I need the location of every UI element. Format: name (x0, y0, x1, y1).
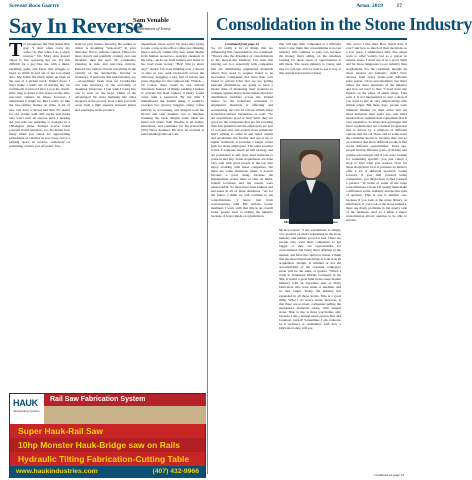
hauk-advertisement[interactable] (9, 393, 206, 478)
hauk-logo-text: HAUK (13, 398, 38, 408)
left-column-2 (75, 42, 136, 389)
author-name: Sam Venable (133, 17, 169, 24)
right-column-3-text: 'Oh, wow! I like that! How much does it cost?' and how so much of their decisions on a low price. I understand fully that shops want to offer variety, but as a player in natural stone, I don't see it as a good thing and far more dangerous to our industry than acquisitions. For the consumer, though, all those choices are fantastic, right? Now choices from every better-wide different price points, colors and durability, but that's where the more questions of the industry and how we react to that. "I don't have any figures on the pulse of small shops. That said, it is not inexpensive to start a shop if you want to just do very simple things with simple edges. But these days, people want different finishes on their stone that are more elaborate than years ago, and that's needed more sophisticated equipment that is very expensive. So shops that get bigger and more sophisticated are a natural progression that is driven by a plethora of different options that are out there, and in some ways the consumer knows it, because they can go on websites that show different products that create different opportunities. Years ago, people having different types of marble and granite was enough, and if you were looking for something specific, you just called a shop to find what you wanted. Now for those shops have a lot of pressure on them to offer a lot of different products. Going forward, if you find yourself being competitive, you might have to find yourself a partner. "In terms of some of the large consolidations, I hope I'm seeing them make a difference in the visibility and the life span of quarries. This is one is number one, because if you look at the stone history, as mentioned, if you look at the stone industry, there are many problems in the quarry side of the business. And so I think a major consolidation allows quarries to be able to survive. (346, 42, 407, 223)
right-column-3 (346, 42, 407, 472)
left-column-3-text: department. Oops, sorry! No more silly trying to take a stop at the office coffee pot, thinking there's nobody within fifty feet, when Mabel from human resources—wearing sneakers at the time—picks up from behind and barks in her loud nasal twang, "Hey! Did ja leave any?" Guard. I'm even thinking over a shovel or rake as you walk backwards across the driveway, dragging a tarp full of leaves and grass clippings for the compost bin. Whack— Of course, there could be one serious drawback. Instead of simply pushing a button to activate the head camera, it likely would come with a password. By the time I remembered the hateful thing, I would've wrecked two grocery buggies, slung coffee halfway to accounting, and mopped both the shovel and rake handles, not to mention breaking my back. Maybe some ideas are better left alone. Sam Venable is an author, entertainer, and columnist for the Knoxville (TN) News Sentinel. He may be reached at sam.venable@outlook.com. (141, 42, 204, 137)
left-article-title: Say In Reverse (9, 13, 143, 38)
ad-footer (10, 466, 205, 478)
ad-banner: Rail Saw Fabrication System (44, 394, 206, 406)
right-column-2-top (279, 42, 341, 137)
drop-cap: T (9, 39, 23, 61)
ad-phone: (407) 432-9966 (152, 468, 199, 475)
left-column-3 (141, 42, 204, 389)
page-number: 17 (396, 3, 402, 9)
hauk-logo-subtext: Stoneworking Systems (13, 410, 40, 413)
left-title-rule (9, 38, 204, 40)
right-column-1 (211, 42, 273, 472)
publication-name: Sᴜᴘᴘᴏʀᴛ Rᴏᴄᴋ Gᴀᴢᴇᴛᴛᴇ (9, 3, 60, 9)
right-column-2-text: that will take their companies to a different level. I also think that consolidation is not an industry will continue to play out, because the money that's sitting on the sidelines looking for those types of opportunities is still there. The stone industry is young and ripe for roll-ups, and we tend to see it stay at this current level and not faster. (279, 42, 341, 75)
column-divider (207, 12, 208, 474)
author-department: Department of Irony (133, 26, 171, 31)
ad-url-link[interactable]: www.haukindustries.com (16, 468, 98, 475)
right-article-title: Consolidation in the Stone Industry (216, 14, 472, 34)
page-header (0, 0, 413, 12)
left-column-1-text: O paraphrase the Don Rains Boy gag: "I don't often cover my wife's car. But when I do, I enjoy reverse." No, Mary Ann doesn't object to my operating her car. It's just difficult for a guy like me, with a mind-expelling quiet, and knees that struggle to bend, to climb in and out of her low-slung auto. My frame fits much better up high, in the seat of a pickup truck. What's more, I don't make a habit out of driving her car continually backward after I pop the clutch. Only long to listen to the beeps on this nifty rear-view camera. In future, however, I understand it might be. But I really do like the rear-camera feature on rides. A lot of new cars have a device like this. It's useful for old cranks with stiff necks and backs who won't ever let anyone have a hearing aid, but who are tempting to navigate in a 180-degree plane. Perhaps you've found yourself in this situation, too. No matter how many times you check for approaching pedestrians or vehicles as you creep out of a parking space in reverse, somebody or something catches you off guard. You (9, 42, 70, 149)
ad-product-image (44, 406, 206, 424)
photo-face (301, 154, 321, 178)
right-column-2-bottom (279, 228, 341, 472)
ad-line-1: Super Hauk-Rail Saw (10, 424, 205, 438)
right-title-rule (211, 38, 407, 40)
left-column-1 (9, 39, 70, 389)
left-column-2-text: slam on your brakes, knowing the walker or driver is mouthing "jerk-wad!" in your direction. Not so with the camera. There's no more slowly and painfully craning over one shoulder, then the next. No continually glancing at side- and rear-view mirrors. Instead, the camera reveals everything in the vicinity of the automobile, moving or stationary. It performs this task instantly, too—exceedingly faster than fat Cronkwhite can take inventory of the exit-ramp or changing landscape. I just wish I could buy one to wear on my head. Think of the advantages! No more bumping into other shoppers at the grocery store when you back away from a tight squeeze between gripes and asparagus in the produce (75, 42, 136, 112)
right-column-2-text-2: Monica Garott: "I see acquisitions as simply a by-product of what's happening in the stone industry and neither good nor bad. There are people who want their companies to get bigger or they see opportunities for consolidation and being more efficient in the market, and have the capital to invest. I think that the most important things to look at in an acquisition, though, is whether or not the accountability of the acquired company's stone will be the same or greater. "When I came to Tennessee Marble Company in the '90s, it wasn't a great time in the stone market industry with an anywhere near as many fabricators who were small or medium, and no new larger. Today, the industry has expanded in all those levels. This is a good thing. What I do worry about, however, is that there are so many companies selling the engineered materials along with natural stone. That, to me, is more worrisome, only because I am a natural-stone person first and foremost, period! Sometimes I am cautious, be it architect or residential, with how a fabrication shop will say, (279, 228, 341, 331)
hauk-logo (10, 394, 44, 424)
issue-date: Aᴘʀɪʟ 2019 (356, 3, 383, 9)
right-column-1-text: So, it's really a lot of things that are influencing this consolidation. Joe continued, "There's also the dynamics of consolidations in the shower-tile business. I've seen this playing out, too, especially with companies that are distributing engineered materials where they need to acquire brand to be successful. Companies that have their own brand or private label that are not getting national distribution, are going to have a harder time of marketing their products to compete against major brand names that have distribution facilities across the United States. So the industries' transition to engineered materials is affecting and accelerating the rate of roll-up within these stone/hard-surface businesses as well. "So are acquisitions good or bad? Well, they are good for the companies that are not reaching their full potential and the employees are part of a closed and, and owners have somebody that's willing to come in and inject capital and modernize the facility and get it up to higher standards, it provides a longer career path for those employees. The other positive is that if someone needs an exit strategy and are positioned to sell, they need someone to come in and buy. Some acquisitions are done very well with good people at the top who enjoy working with these companies, but there are some situations where it doesn't become a good thing, because the management wasn't there to take on multi-branch locations and the results were unsuccessful. So there have been failures and successes in all of these situations. "As for the future, I think we will continue to see consolidations. I know just from conversations with PSI Artisan Group members I work with that this is an overall trend, people look to exiting the industry because of fewer kinds of organization. (211, 46, 273, 218)
continued-on-note: Continued on page 19 (374, 473, 405, 477)
photo-caption: Mᴏɴɪᴄᴀ Gᴀʀᴏᴜɴ, Tᴀᴍᴍᴀᴄʜᴇ Mᴀʀʙʟᴇ (283, 220, 338, 224)
ad-line-3: Hydraulic Tilting Fabrication-Cutting Table (10, 452, 205, 466)
portrait-photo (280, 139, 340, 219)
continued-from-note: Continued from page 12 (224, 42, 259, 46)
ad-line-2: 10hp Monster Hauk-Bridge saw on Rails (10, 438, 205, 452)
